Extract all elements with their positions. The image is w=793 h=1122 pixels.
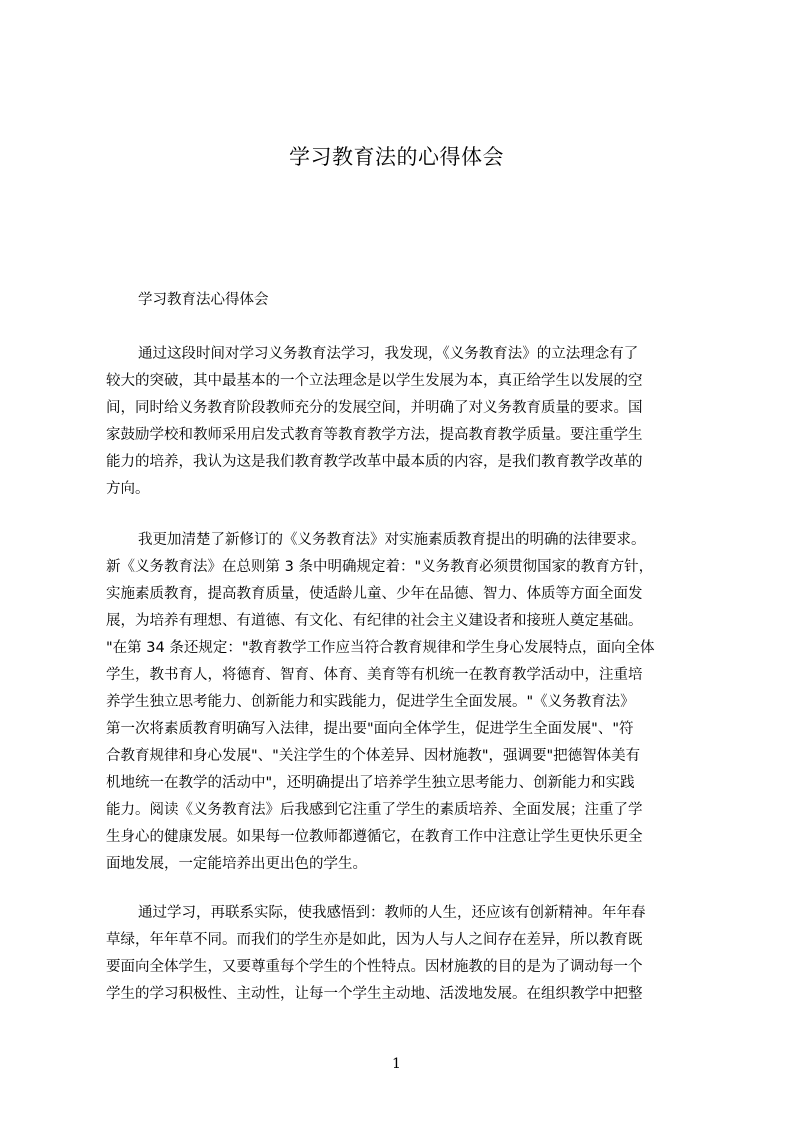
paragraph-line: 间，同时给义务教育阶段教师充分的发展空间，并明确了对义务教育质量的要求。国 [106,400,643,416]
paragraph-line: 新《义务教育法》在总则第 3 条中明确规定着："义务教育必须贯彻国家的教育方针， [106,559,654,575]
paragraph-line: 面地发展，一定能培养出更出色的学生。 [106,856,367,872]
paragraph-line: 机地统一在教学的活动中"，还明确提出了培养学生独立思考能力、创新能力和实践 [106,775,635,791]
paragraph-line: 能力。阅读《义务教育法》后我感到它注重了学生的素质培养、全面发展；注重了学 [106,802,643,818]
paragraph-line: 展，为培养有理想、有道德、有文化、有纪律的社会主义建设者和接班人奠定基础。 [106,613,643,629]
paragraph-3 [106,900,700,1008]
paragraph-line: 要面向全体学生，又要尊重每个学生的个性特点。因材施教的目的是为了调动每一个 [106,959,643,975]
paragraph-line: "在第 34 条还规定："教育教学工作应当符合教育规律和学生身心发展特点，面向全体 [106,640,655,656]
paragraph-line: 方向。 [106,481,150,497]
page-number: 1 [392,1056,401,1072]
paragraph-line: 合教育规律和身心发展"、"关注学生的个体差异、因材施教"，强调要"把德智体美有 [106,748,641,764]
paragraph-line: 学生，教书育人，将德育、智育、体育、美育等有机统一在教育教学活动中，注重培 [106,667,643,683]
paragraph-line: 通过学习，再联系实际，使我感悟到：教师的人生，还应该有创新精神。年年春 [138,905,646,921]
document-subtitle: 学习教育法心得体会 [138,292,269,308]
paragraph-line: 我更加清楚了新修订的《义务教育法》对实施素质教育提出的明确的法律要求。 [138,532,646,548]
document-title: 学习教育法的心得体会 [289,145,504,169]
paragraph-line: 第一次将素质教育明确写入法律，提出要"面向全体学生，促进学生全面发展"、"符 [106,721,634,737]
paragraph-line: 生身心的健康发展。如果每一位教师都遵循它，在教育工作中注意让学生更快乐更全 [106,829,643,845]
paragraph-line: 草绿，年年草不同。而我们的学生亦是如此，因为人与人之间存在差异，所以教育既 [106,932,643,948]
paragraph-1 [106,341,700,503]
paragraph-line: 通过这段时间对学习义务教育法学习，我发现，《义务教育法》的立法理念有了 [138,346,639,362]
paragraph-line: 实施素质教育，提高教育质量，使适龄儿童、少年在品德、智力、体质等方面全面发 [106,586,643,602]
paragraph-line: 能力的培养，我认为这是我们教育教学改革中最本质的内容，是我们教育教学改革的 [106,454,643,470]
paragraph-line: 养学生独立思考能力、创新能力和实践能力，促进学生全面发展。"《义务教育法》 [106,694,635,710]
paragraph-line: 较大的突破，其中最基本的一个立法理念是以学生发展为本，真正给学生以发展的空 [106,373,643,389]
paragraph-2 [106,527,700,878]
paragraph-line: 学生的学习积极性、主动性，让每一个学生主动地、活泼地发展。在组织教学中把整 [106,986,643,1002]
paragraph-line: 家鼓励学校和教师采用启发式教育等教育教学方法，提高教育教学质量。要注重学生 [106,427,643,443]
